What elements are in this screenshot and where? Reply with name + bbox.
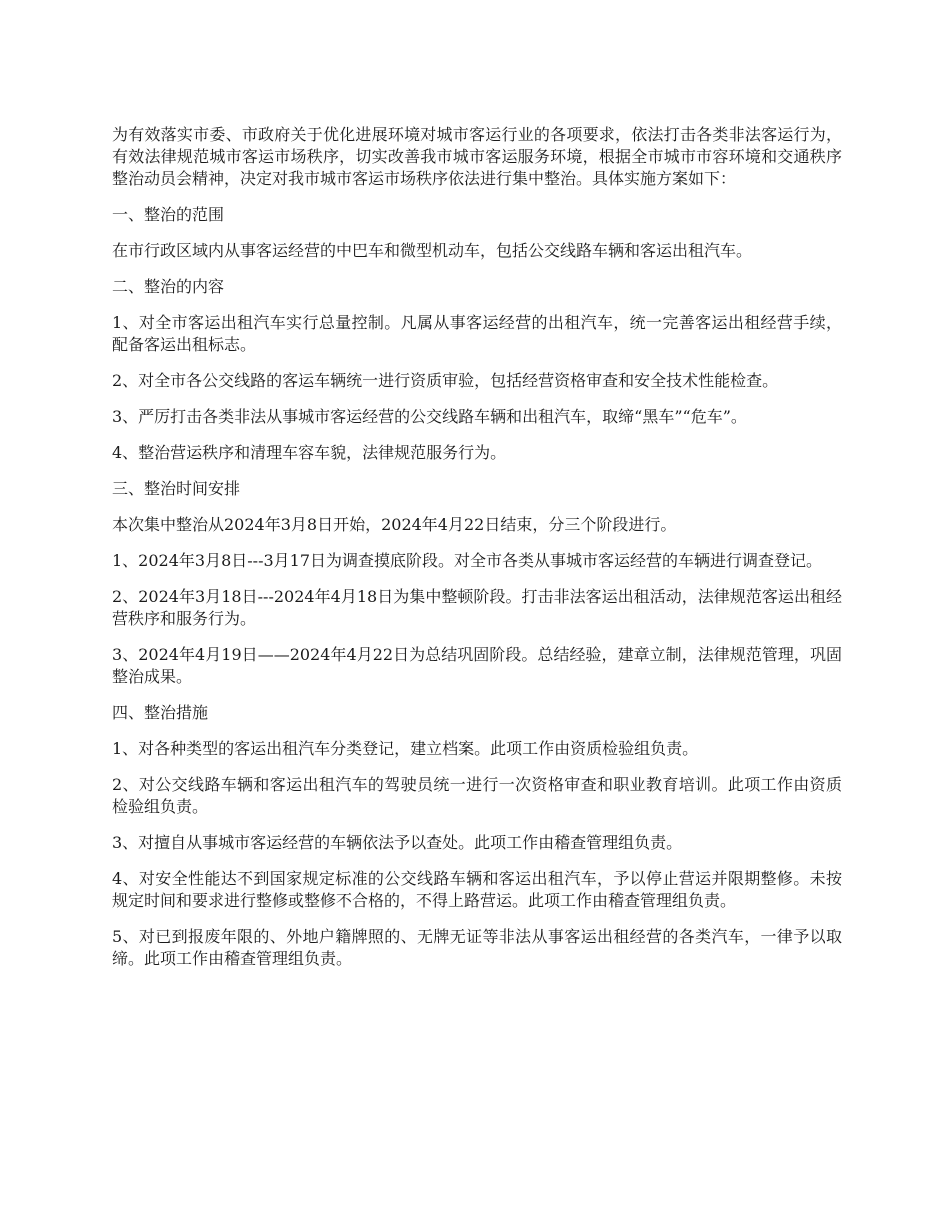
measure-item-4: 4、对安全性能达不到国家规定标准的公交线路车辆和客运出租汽车，予以停止营运并限期整修。未按规定时间和要求进行整修或整修不合格的，不得上路营运。此项工作由稽查管理组负责。 <box>112 869 842 910</box>
content-item-4: 4、整治营运秩序和清理车容车貌，法律规范服务行为。 <box>112 443 507 462</box>
measure-item-3: 3、对擅自从事城市客运经营的车辆依法予以查处。此项工作由稽查管理组负责。 <box>112 833 683 852</box>
content-item-3: 3、严厉打击各类非法从事城市客运经营的公交线路车辆和出租汽车，取缔“黑车”“危车”。 <box>112 407 747 426</box>
section-heading-scope: 一、整治的范围 <box>112 205 225 224</box>
section-heading-schedule: 三、整治时间安排 <box>112 479 241 498</box>
schedule-intro: 本次集中整治从2024年3月8日开始，2024年4月22日结束，分三个阶段进行。 <box>112 515 677 534</box>
schedule-item-3: 3、2024年4月19日——2024年4月22日为总结巩固阶段。总结经验，建章立制，法律规范管理，巩固整治成果。 <box>112 645 842 686</box>
section-heading-content: 二、整治的内容 <box>112 277 225 296</box>
measure-item-2: 2、对公交线路车辆和客运出租汽车的驾驶员统一进行一次资格审查和职业教育培训。此项工作由资质检验组负责。 <box>112 775 842 816</box>
scope-paragraph: 在市行政区域内从事客运经营的中巴车和微型机动车，包括公交线路车辆和客运出租汽车。 <box>112 241 753 260</box>
measure-item-1: 1、对各种类型的客运出租汽车分类登记，建立档案。此项工作由资质检验组负责。 <box>112 739 699 758</box>
schedule-item-1: 1、2024年3月8日---3月17日为调查摸底阶段。对全市各类从事城市客运经营的车辆进行调查登记。 <box>112 551 823 570</box>
measure-item-5: 5、对已到报废年限的、外地户籍牌照的、无牌无证等非法从事客运出租经营的各类汽车，一律予以取缔。此项工作由稽查管理组负责。 <box>112 927 842 968</box>
intro-paragraph: 为有效落实市委、市政府关于优化进展环境对城市客运行业的各项要求，依法打击各类非法客运行为，有效法律规范城市客运市场秩序，切实改善我市城市客运服务环境，根据全市城市市容环境和交通秩序整治动员会精神，决定对我市城市客运市场秩序依法进行集中整治。具体实施方案如下： <box>112 125 842 188</box>
content-item-2: 2、对全市各公交线路的客运车辆统一进行资质审验，包括经营资格审查和安全技术性能检查。 <box>112 371 779 390</box>
schedule-item-2: 2、2024年3月18日---2024年4月18日为集中整顿阶段。打击非法客运出租活动，法律规范客运出租经营秩序和服务行为。 <box>112 587 842 628</box>
section-heading-measures: 四、整治措施 <box>112 703 209 722</box>
document-body <box>112 124 842 984</box>
content-item-1: 1、对全市客运出租汽车实行总量控制。凡属从事客运经营的出租汽车，统一完善客运出租经营手续，配备客运出租标志。 <box>112 313 842 354</box>
